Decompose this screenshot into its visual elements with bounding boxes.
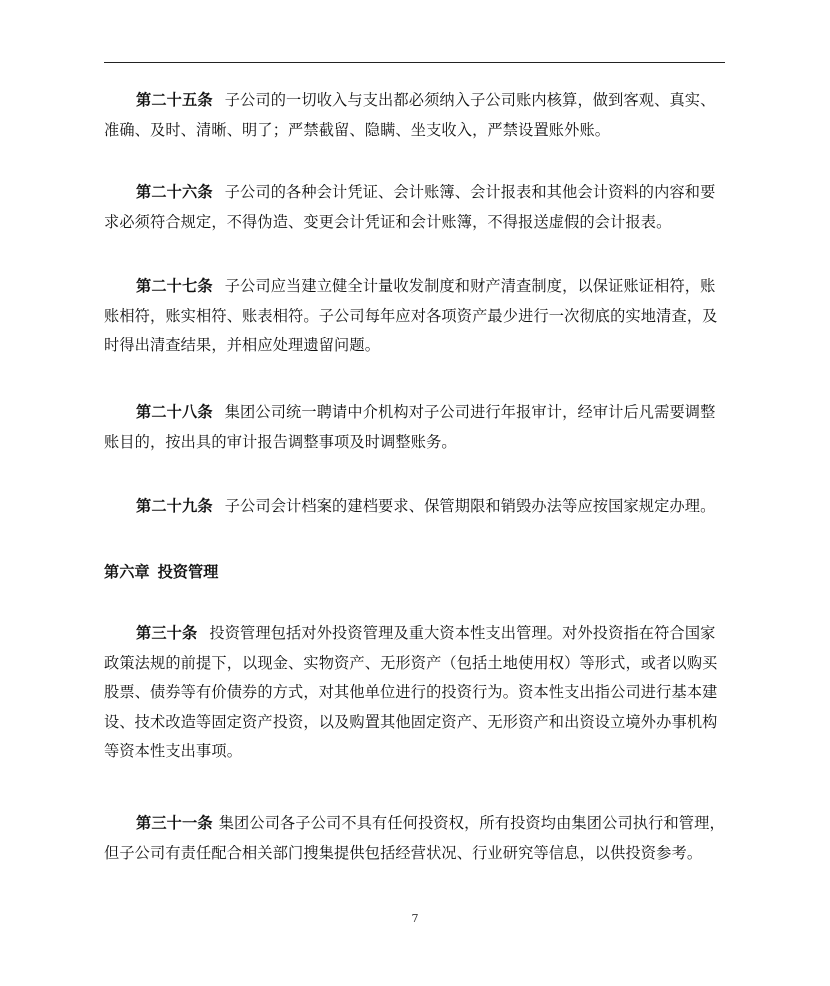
article-28: [104, 398, 726, 457]
article-number: 第二十八条: [136, 403, 213, 421]
article-number: 第二十六条: [136, 183, 213, 201]
article-text: 投资管理包括对外投资管理及重大资本性支出管理。对外投资指在符合国家政策法规的前提下，以现金、实物资产、无形资产（包括土地使用权）等形式，或者以购买股票、债券等有价债券的方式，对其他单位进行的投资行为。资本性支出指公司进行基本建设、技术改造等固定资产投资，以及购置其他固定资产、无形资产和出资设立境外办事机构等资本性支出事项。: [104, 624, 718, 760]
article-text: 集团公司各子公司不具有任何投资权，所有投资均由集团公司执行和管理，但子公司有责任配合相关部门搜集提供包括经营状况、行业研究等信息，以供投资参考。: [104, 814, 725, 862]
page-number: 7: [411, 912, 419, 925]
article-31: [104, 809, 726, 868]
article-text: 子公司的一切收入与支出都必须纳入子公司账内核算，做到客观、真实、准确、及时、清晰、明了；严禁截留、隐瞒、坐支收入，严禁设置账外账。: [104, 91, 716, 139]
article-number: 第二十五条: [136, 91, 213, 109]
article-number: 第二十七条: [136, 277, 213, 295]
article-number: 第三十一条: [136, 814, 213, 832]
article-text: 子公司会计档案的建档要求、保管期限和销毁办法等应按国家规定办理。: [224, 497, 716, 515]
article-26: [104, 178, 726, 237]
chapter-heading: [104, 558, 218, 587]
chapter-title: 投资管理: [157, 563, 219, 581]
header-rule: [104, 62, 725, 63]
article-29: [104, 492, 726, 522]
article-number: 第二十九条: [136, 497, 213, 515]
article-25: [104, 86, 726, 145]
article-text: 集团公司统一聘请中介机构对子公司进行年报审计，经审计后凡需要调整账目的，按出具的审计报告调整事项及时调整账务。: [104, 403, 716, 451]
article-number: 第三十条: [136, 624, 198, 642]
article-30: [104, 619, 726, 767]
article-27: [104, 272, 726, 361]
article-text: 子公司的各种会计凭证、会计账簿、会计报表和其他会计资料的内容和要求必须符合规定，不得伪造、变更会计凭证和会计账簿，不得报送虚假的会计报表。: [104, 183, 716, 231]
chapter-number: 第六章: [104, 563, 150, 581]
article-text: 子公司应当建立健全计量收发制度和财产清查制度，以保证账证相符，账账相符，账实相符、账表相符。子公司每年应对各项资产最少进行一次彻底的实地清查，及时得出清查结果，并相应处理遗留问题。: [104, 277, 718, 354]
